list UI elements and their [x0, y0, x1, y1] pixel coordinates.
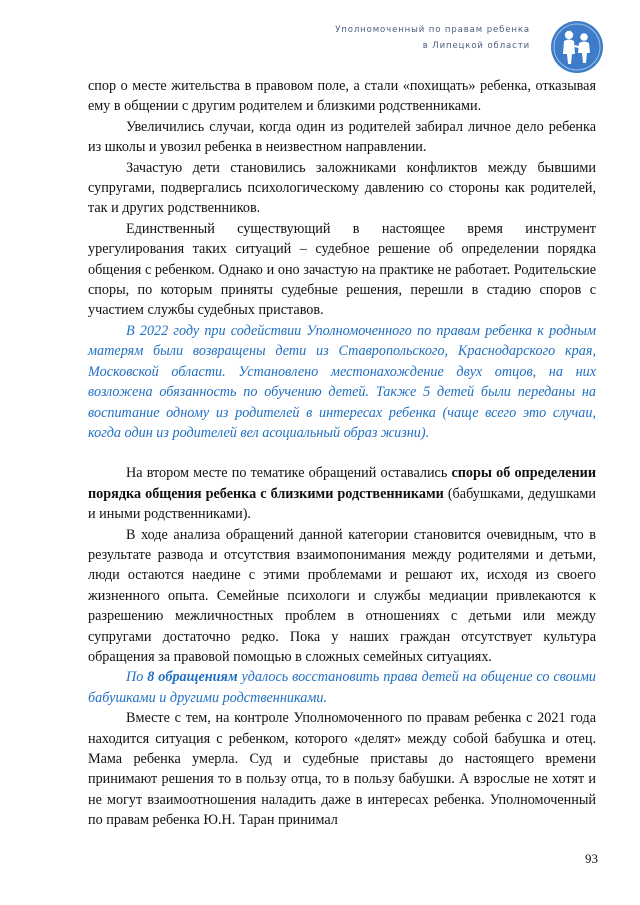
paragraph-second-place-bold: споры об определении порядка общения ребенка с близкими родственниками [88, 465, 596, 502]
paragraph-analysis: В ходе анализа обращений данной категории становится очевидным, что в результате развода и отсутствия взаимопонимания между родителями и детьми, люди остаются наедине с этими проблемами и решают их, исходя из своего жизненного опыта. Семейные психологи и службы медиации привлекаются к разрешению межличностных проблем в отношениях с детьми или между супругами достаточно редко. Пока у наших граждан отсутствует культура обращения за правовой помощью в сложных семейных ситуациях. [88, 526, 596, 665]
paragraph-second-place [88, 463, 596, 524]
paragraph-2: Увеличились случаи, когда один из родителей забирал личное дело ребенка из школы и увозил ребенка в неизвестном направлении. [88, 118, 596, 156]
paragraph-second-place-text-end: (бабушками, дедушками и иными родственниками). [88, 485, 597, 523]
header-line-1: Уполномоченный по правам ребенка [335, 25, 530, 35]
page-header [335, 22, 530, 54]
highlight-8-bold: 8 обращениям [147, 669, 238, 686]
page-number: 93 [585, 851, 598, 866]
paragraph-3: Зачастую дети становились заложниками конфликтов между бывшими супругами, подвергались психологическому давлению со стороны как родителей, так и других родственников. [88, 159, 596, 217]
highlight-paragraph-8-appeals [88, 667, 596, 708]
children-silhouette-logo-icon [550, 20, 604, 74]
paragraph-second-place-text-start: На втором месте по тематике обращений оставались [126, 465, 452, 482]
paragraph-control: Вместе с тем, на контроле Уполномоченного по правам ребенка с 2021 года находится ситуация с ребенком, которого «делят» между собой бабушка и отец. Мама ребенка умерла. Суд и судебные приставы до настоящего времени принимают решения то в пользу отца, то в пользу бабушки. А взрослые не хотят и не могут взаимоотношения наладить даже в интересах ребенка. Уполномоченный по правам ребенка Ю.Н. Таран принимал [88, 710, 596, 829]
paragraph-1: спор о месте жительства в правовом поле, а стали «похищать» ребенка, отказывая ему в общении с другим родителем и близкими родственниками. [88, 78, 596, 115]
highlight-8-text-end: удалось восстановить права детей на общение со своими бабушками и другими родственниками. [88, 669, 596, 706]
highlight-paragraph-2022: В 2022 году при содействии Уполномоченного по правам ребенка к родным матерям были возвращены дети из Ставропольского, Краснодарского края, Московской области. Установлено местонахождение двух отцов, на них возложена обязанность по обучению детей. Также 5 детей были переданы на воспитание одному из родителей в интересах ребенка (чаще всего это случаи, когда один из родителей вел асоциальный образ жизни). [88, 322, 596, 441]
highlight-8-text-start: По [126, 669, 148, 686]
paragraph-4: Единственный существующий в настоящее время инструмент урегулирования таких ситуаций – судебное решение об определении порядка общения с ребенком. Однако и оно зачастую на практике не работает. Родительские споры, по которым приняты судебные решения, перешли в стадию споров с участием службы судебных приставов. [88, 220, 596, 319]
document-body [88, 76, 596, 831]
header-line-2: в Липецкой области [422, 41, 530, 51]
